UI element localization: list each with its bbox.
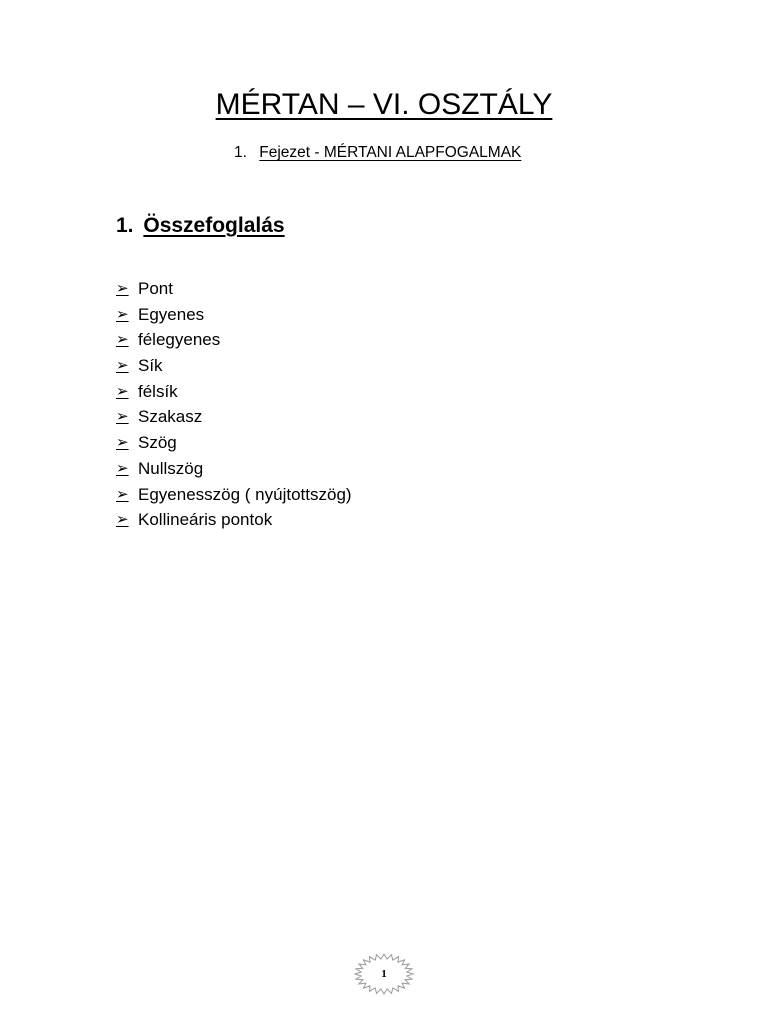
list-item: ➢ félegyenes bbox=[116, 327, 352, 353]
section-number: 1. bbox=[116, 214, 134, 237]
arrow-bullet-icon: ➢ bbox=[116, 434, 129, 452]
document-title-text: MÉRTAN – VI. OSZTÁLY bbox=[215, 88, 553, 121]
arrow-bullet-icon: ➢ bbox=[116, 511, 129, 529]
arrow-bullet-icon: ➢ bbox=[116, 357, 129, 375]
chapter-number: 1. bbox=[234, 144, 247, 161]
list-item: ➢ Egyenesszög ( nyújtottszög) bbox=[116, 482, 352, 508]
arrow-bullet-icon: ➢ bbox=[116, 485, 129, 503]
arrow-bullet-icon: ➢ bbox=[116, 459, 129, 477]
page-number: 1 bbox=[381, 968, 387, 980]
chapter-title: Fejezet - MÉRTANI ALAPFOGALMAK bbox=[259, 144, 522, 161]
page-number-badge bbox=[352, 952, 416, 996]
list-item: ➢ Nullszög bbox=[116, 456, 352, 482]
concept-list bbox=[116, 276, 352, 533]
list-item: ➢ Pont bbox=[116, 276, 352, 302]
arrow-bullet-icon: ➢ bbox=[116, 382, 129, 400]
list-item: ➢ Szakasz bbox=[116, 404, 352, 430]
arrow-bullet-icon: ➢ bbox=[116, 331, 129, 349]
arrow-bullet-icon: ➢ bbox=[116, 305, 129, 323]
section-title: Összefoglalás bbox=[143, 214, 285, 237]
list-item: ➢ félsík bbox=[116, 379, 352, 405]
list-item: ➢ Sík bbox=[116, 353, 352, 379]
list-item: ➢ Kollineáris pontok bbox=[116, 507, 352, 533]
document-title bbox=[0, 88, 768, 122]
section-heading bbox=[116, 214, 285, 238]
arrow-bullet-icon: ➢ bbox=[116, 408, 129, 426]
arrow-bullet-icon: ➢ bbox=[116, 280, 129, 297]
chapter-heading bbox=[234, 144, 521, 162]
list-item: ➢ Szög bbox=[116, 430, 352, 456]
list-item: ➢ Egyenes bbox=[116, 302, 352, 328]
